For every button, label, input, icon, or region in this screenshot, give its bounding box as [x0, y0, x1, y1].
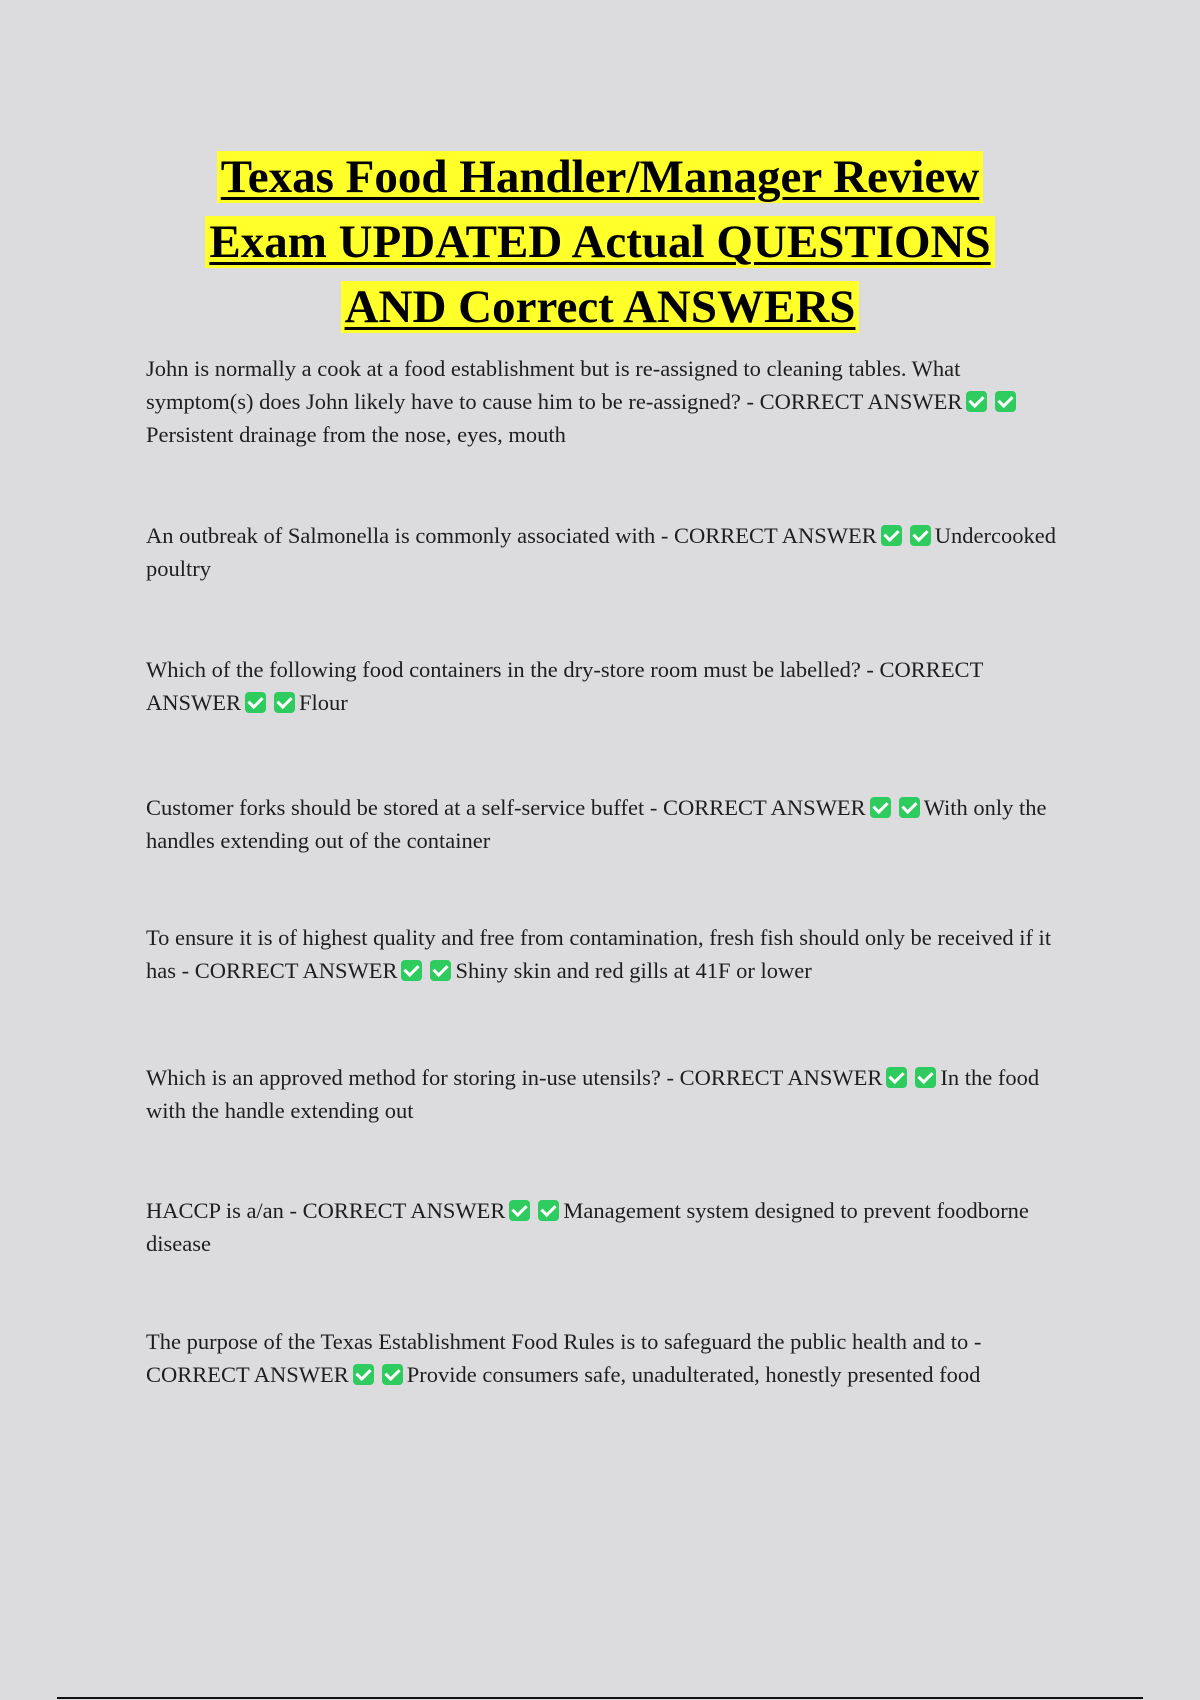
qa-item [146, 1061, 1061, 1127]
qa-item [146, 352, 1061, 451]
answer-text: In the food with the handle extending out [146, 1065, 1040, 1123]
question-text: John is normally a cook at a food establishment but is re-assigned to cleaning tables. What symptom(s) does John likely have to cause him to be re-assigned? - CORRECT ANSWER [146, 356, 963, 414]
question-text: Which is an approved method for storing in-use utensils? - CORRECT ANSWER [146, 1065, 883, 1090]
question-text: To ensure it is of highest quality and free from contamination, fresh fish should only be received if it has - CORRECT ANSWER [146, 925, 1052, 983]
title-line-3: AND Correct ANSWERS [341, 281, 860, 333]
check-mark-icon [538, 1200, 559, 1221]
title-line-2: Exam UPDATED Actual QUESTIONS [205, 216, 994, 268]
check-mark-icon [353, 1364, 374, 1385]
check-mark-icon [881, 525, 902, 546]
document-title [100, 145, 1100, 340]
check-mark-icon [401, 960, 422, 981]
qa-item [146, 921, 1061, 987]
check-mark-icon [509, 1200, 530, 1221]
answer-text: Shiny skin and red gills at 41F or lower [455, 958, 812, 983]
answer-text: Management system designed to prevent foodborne disease [146, 1198, 1029, 1256]
qa-item [146, 653, 1061, 719]
check-mark-icon [430, 960, 451, 981]
question-text: An outbreak of Salmonella is commonly associated with - CORRECT ANSWER [146, 523, 877, 548]
check-mark-icon [910, 525, 931, 546]
check-mark-icon [966, 391, 987, 412]
check-mark-icon [899, 797, 920, 818]
answer-text: Persistent drainage from the nose, eyes, mouth [146, 422, 566, 447]
answer-text: With only the handles extending out of the container [146, 795, 1047, 853]
check-mark-icon [886, 1067, 907, 1088]
check-mark-icon [870, 797, 891, 818]
check-mark-icon [245, 692, 266, 713]
qa-item [146, 1194, 1061, 1260]
question-text: Which of the following food containers in the dry-store room must be labelled? - CORRECT ANSWER [146, 657, 983, 715]
question-text: HACCP is a/an - CORRECT ANSWER [146, 1198, 506, 1223]
answer-text: Undercooked poultry [146, 523, 1056, 581]
qa-item [146, 791, 1061, 857]
title-line-1: Texas Food Handler/Manager Review [217, 151, 984, 203]
check-mark-icon [915, 1067, 936, 1088]
check-mark-icon [382, 1364, 403, 1385]
question-text: Customer forks should be stored at a self-service buffet - CORRECT ANSWER [146, 795, 866, 820]
qa-item [146, 1325, 1061, 1391]
answer-text: Flour [299, 690, 348, 715]
footer-divider [57, 1697, 1143, 1699]
qa-item [146, 519, 1061, 585]
answer-text: Provide consumers safe, unadulterated, honestly presented food [406, 1362, 981, 1387]
question-text: The purpose of the Texas Establishment Food Rules is to safeguard the public health and to - CORRECT ANSWER [146, 1329, 982, 1387]
check-mark-icon [274, 692, 295, 713]
check-mark-icon [995, 391, 1016, 412]
